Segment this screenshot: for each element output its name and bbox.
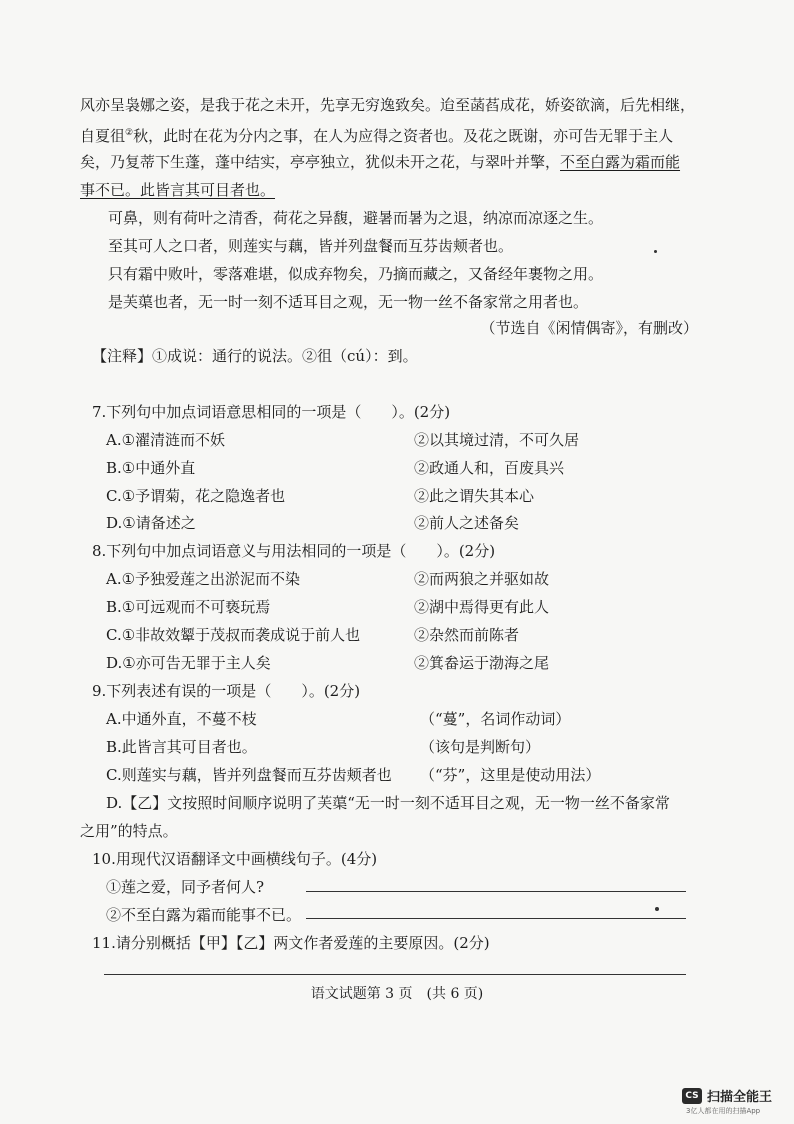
passage-line: 自夏徂②秋，此时在花为分内之事，在人为应得之资者也。及花之既谢，亦可告无罪于主人 bbox=[80, 127, 674, 145]
underlined-sentence: 事不已。此皆言其可目者也。 bbox=[80, 181, 276, 199]
watermark-tagline: 3亿人都在用的扫描App bbox=[686, 1107, 761, 1115]
option-c-right: ②此之谓失其本心 bbox=[414, 487, 535, 505]
note-marker: ② bbox=[125, 128, 134, 138]
passage-line: 只有霜中败叶，零落难堪，似成弃物矣，乃摘而藏之，又备经年裹物之用。 bbox=[108, 265, 604, 283]
option-c-right: （“芬”，这里是使动用法） bbox=[420, 766, 601, 784]
option-c-right: ②杂然而前陈者 bbox=[414, 626, 520, 644]
passage-line: 至其可人之口者，则莲实与藕，皆并列盘餐而互芬齿颊者也。 bbox=[108, 237, 514, 255]
question-10-stem: 10.用现代汉语翻译文中画横线句子。(4分) bbox=[92, 850, 378, 868]
option-a-right: ②以其境过清，不可久居 bbox=[414, 431, 580, 449]
option-c-left: C.①予谓菊，花之隐逸者也 bbox=[106, 487, 286, 505]
passage-line: 矣，乃复蒂下生蓬，蓬中结实，亭亭独立，犹似未开之花，与翠叶并擎，不至白露为霜而能 bbox=[80, 153, 681, 171]
translate-sentence-2: ②不至白露为霜而能事不已。 bbox=[106, 906, 302, 924]
passage-line: 是芙蕖也者，无一时一刻不适耳目之观，无一物一丝不备家常之用者也。 bbox=[108, 293, 589, 311]
watermark-name: 扫描全能王 bbox=[707, 1090, 773, 1105]
camscanner-icon: CS bbox=[682, 1088, 702, 1104]
answer-line-2[interactable] bbox=[306, 918, 686, 919]
option-d-right: ②前人之述备矣 bbox=[414, 514, 520, 532]
option-a-right: ②而两狼之并驱如故 bbox=[414, 570, 550, 588]
scan-speck bbox=[654, 250, 657, 253]
passage-line: 风亦呈袅娜之姿，是我于花之未开，先享无穷逸致矣。迨至菡萏成花，娇姿欲滴，后先相继， bbox=[80, 96, 696, 114]
scanner-watermark bbox=[682, 1086, 772, 1105]
translate-sentence-1: ①莲之爱，同予者何人? bbox=[106, 878, 265, 896]
option-b-left: B.①可远观而不可亵玩焉 bbox=[106, 598, 271, 616]
option-d-line2: 之用”的特点。 bbox=[80, 822, 178, 840]
passage-source: （节选自《闲情偶寄》，有删改） bbox=[480, 319, 698, 337]
question-9-stem: 9.下列表述有误的一项是（ ）。(2分) bbox=[92, 682, 361, 700]
option-c-left: C.①非故效颦于茂叔而袭成说于前人也 bbox=[106, 626, 361, 644]
option-b-right: ②湖中焉得更有此人 bbox=[414, 598, 550, 616]
passage-line bbox=[80, 180, 710, 200]
option-a-left: A.①濯清涟而不妖 bbox=[106, 431, 226, 449]
page-footer: 语文试题第 3 页 (共 6 页) bbox=[310, 986, 484, 1002]
option-d-line1: D.【乙】文按照时间顺序说明了芙蕖“无一时一刻不适耳目之观，无一物一丝不备家常 bbox=[106, 794, 670, 812]
option-d-left: D.①请备述之 bbox=[106, 514, 196, 532]
option-b-left: B.此皆言其可目者也。 bbox=[106, 738, 257, 756]
option-b-right: （该句是判断句） bbox=[420, 738, 541, 756]
option-a-left: A.中通外直，不蔓不枝 bbox=[106, 710, 257, 728]
passage-line: 可鼻，则有荷叶之清香，荷花之异馥，避暑而暑为之退，纳凉而凉逐之生。 bbox=[108, 209, 604, 227]
option-a-right: （“蔓”，名词作动词） bbox=[420, 710, 571, 728]
underlined-sentence: 不至白露为霜而能 bbox=[560, 153, 681, 171]
footer-divider bbox=[104, 974, 686, 975]
question-8-stem: 8.下列句中加点词语意义与用法相同的一项是（ ）。(2分) bbox=[92, 542, 496, 560]
question-7-stem: 7.下列句中加点词语意思相同的一项是（ ）。(2分) bbox=[92, 403, 451, 421]
option-d-left: D.①亦可告无罪于主人矣 bbox=[106, 654, 271, 672]
option-a-left: A.①予独爱莲之出淤泥而不染 bbox=[106, 570, 301, 588]
option-c-left: C.则莲实与藕，皆并列盘餐而互芬齿颊者也 bbox=[106, 766, 392, 784]
option-d-right: ②箕畚运于渤海之尾 bbox=[414, 654, 550, 672]
answer-line-1[interactable] bbox=[306, 891, 686, 892]
option-b-left: B.①中通外直 bbox=[106, 459, 196, 477]
option-b-right: ②政通人和，百废具兴 bbox=[414, 459, 565, 477]
question-11-stem: 11.请分别概括【甲】【乙】两文作者爱莲的主要原因。(2分) bbox=[92, 934, 490, 952]
annotation-notes: 【注释】①成说：通行的说法。②徂（cú）：到。 bbox=[92, 347, 418, 365]
scan-speck bbox=[655, 907, 659, 911]
